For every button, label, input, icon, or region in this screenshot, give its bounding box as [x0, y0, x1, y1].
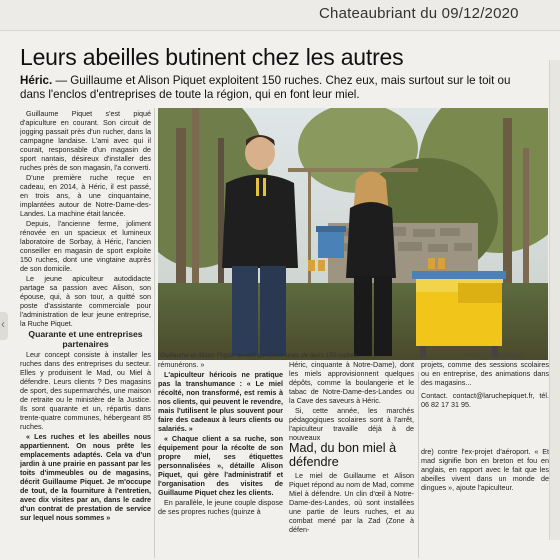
- photo-caption: Guillaume et Alison Piquet devant quelques-unes de leurs 150 ruches.: [160, 352, 360, 359]
- sidebar-subhead: Mad, du bon miel à défendre: [289, 441, 397, 469]
- paragraph: En parallèle, le jeune couple dispose de ses propres ruches (quinze à: [158, 498, 283, 516]
- paragraph: projets, comme des sessions scolaires ou en entreprise, des animations dans des magasins...: [421, 360, 549, 387]
- article-column-1: [20, 109, 151, 559]
- section-heading: Quarante et une entreprises partenaires: [28, 329, 143, 349]
- article-photo: [158, 108, 548, 360]
- quote-paragraph: « Les ruches et les abeilles nous appartiennent. On nous prête les emplacements adaptés. Cela va d'un jardin à une prairie en passant par les toits d'immeubles ou de magasins, décrit Guillaume Piquet. Je m'occupe de tout, de la fourniture à l'entretien, avec dix visites par an, dans le cadre d'un contrat de prestation de service sur lequel nous sommes »: [20, 432, 151, 522]
- contact-info: Contact. contact@laruchepiquet.fr, tél. 06 82 17 31 95.: [421, 391, 549, 409]
- paragraph: dre) contre l'ex-projet d'aéroport. « Et mad signifie bon en breton et fou en anglais, en rapport avec le fait que les abeilles vivent dans un monde de dingues », ajoute l'apiculteur.: [421, 447, 549, 492]
- paragraph: D'une première ruche reçue en cadeau, en 2014, à Héric, il est passé, en trois ans, à une cinquantaine, implantées autour de Notre-Dame-des-Landes. La machine était lancée.: [20, 173, 151, 218]
- lede-place: Héric.: [20, 74, 53, 87]
- photo-credit: PHOTO : OUEST-FRANCE: [463, 353, 525, 359]
- chevron-left-icon[interactable]: ‹: [1, 317, 5, 331]
- lede-text: — Guillaume et Alison Piquet exploitent 150 ruches. Chez eux, mais surtout sur le toit ou dans l'enclos d'entreprises de toute la région, qui en font leur miel.: [20, 74, 511, 101]
- paragraph: rémunérons. »: [158, 360, 205, 369]
- paragraph: Depuis, l'ancienne ferme, joliment rénovée en un spacieux et lumineux laboratoire de Sorbay, à Héric, l'ancien conseiller en magasin de sport exploite 150 ruches, dont une vingtaine auprès de son domicile.: [20, 219, 151, 273]
- article-column-2: [158, 360, 283, 560]
- paragraph: Leur concept consiste à installer les ruches dans des entreprises du secteur. Elles y produisent le Mad, ou Miel à défendre. Leurs clients ? Des magasins de sport, des supermarchés, une maison de retraite ou le ministère de la Justice. Ils sont quarante et un, répartis dans trente-quatre communes, hébergeant 85 ruches.: [20, 350, 151, 431]
- column-rule: [154, 108, 155, 558]
- photo-beekeepers-with-hives: [158, 108, 548, 360]
- article-column-4: [421, 360, 549, 560]
- paragraph: Le jeune apiculteur autodidacte partage sa passion avec Alison, son épouse, qui, à son tour, a quitté son poste d'assistante commerciale pour l'administration de leur jeune entreprise, la Ruche Piquet.: [20, 274, 151, 328]
- paragraph: Si, cette année, les marchés pédagogiques scolaires sont à l'arrêt, l'apiculteur travaille déjà à de nouveaux: [289, 406, 414, 442]
- paragraph: Héric, cinquante à Notre-Dame), dont les miels approvisionnent quelques dépôts, comme la boulangerie et le tabac de Notre-Dame-des-Landes ou la Cave des saveurs à Héric.: [289, 360, 414, 405]
- paragraph: Guillaume Piquet s'est piqué d'apiculture en courant. Son circuit de jogging passait près d'un rucher, dans la campagne landaise. L'ami avec qui il courait, responsable d'un magasin de sport nantais, désireux d'installer des ruches près de son magasin, l'a converti.: [20, 109, 151, 172]
- quote-paragraph: « Chaque client a sa ruche, son équipement pour la récolte de son propre miel, ses étiquettes personnalisées », détaille Alison Piquet, qui gère l'administratif et l'organisation des visites de Guillaume Piquet chez les clients.: [158, 434, 283, 497]
- small-blue-hive: [318, 230, 344, 258]
- column-rule: [418, 372, 419, 558]
- edition-header: Chateaubriant du 09/12/2020: [319, 5, 519, 22]
- adjacent-page-edge: [549, 60, 560, 540]
- article-headline: Leurs abeilles butinent chez les autres: [20, 44, 404, 70]
- quote-paragraph: L'apiculteur héricois ne pratique pas la transhumance : « Le miel récolté, non transformé, est remis à nos clients, qui peuvent le revendre, mais l'utilisent le plus souvent pour faire des cadeaux à leurs clients ou salariés. »: [158, 370, 283, 433]
- article-lede: [20, 74, 520, 102]
- paragraph: Le miel de Guillaume et Alison Piquet répond au nom de Mad, comme Miel à défendre. Un clin d'œil à Notre-Dame-des-Landes, où sont installées une partie de leurs ruches, et au combat mené par la Zad (Zone à défen-: [289, 471, 414, 534]
- edition-bar: [0, 0, 560, 31]
